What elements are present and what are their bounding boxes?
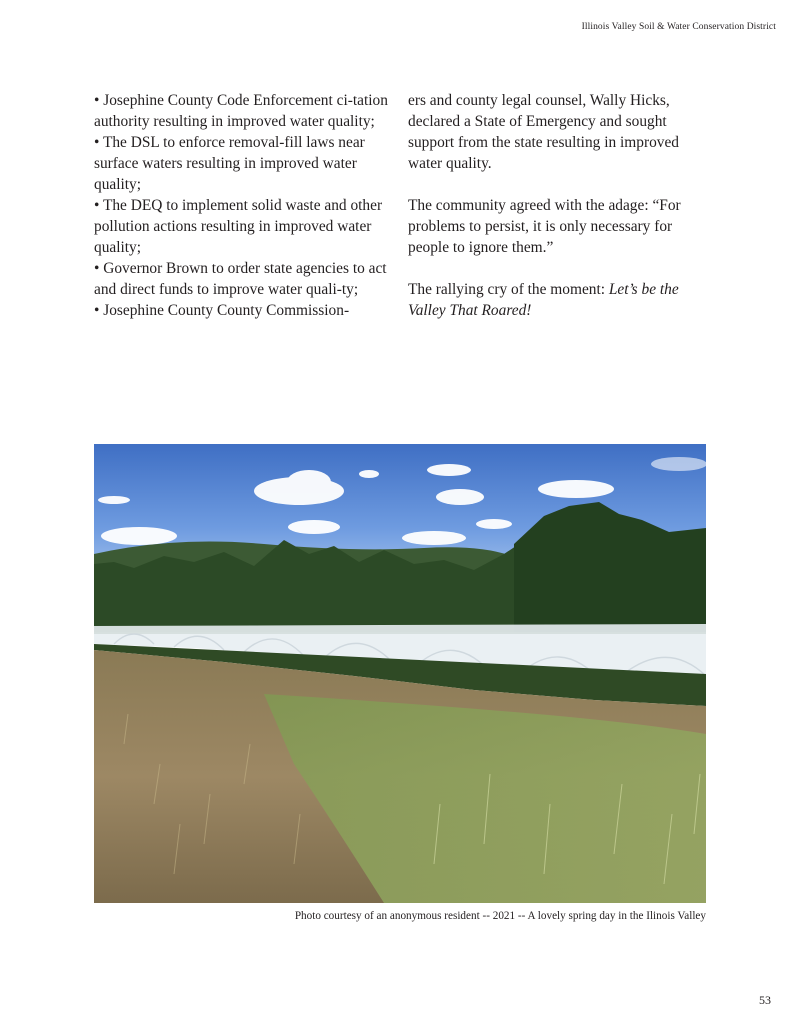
rallying-cry-lead: The rallying cry of the moment: [408,281,609,298]
bullet-item: • The DEQ to implement solid waste and other pollution actions resulting in improved water quality; [94,197,383,256]
rallying-cry-quote: Let’s be the Valley That Roared! [408,281,679,319]
photo-caption: Photo courtesy of an anonymous resident -- 2021 -- A lovely spring day in the Ilinois Valley [294,910,706,922]
bullet-item: • The DSL to enforce removal-fill laws near surface waters resulting in improved water quality; [94,134,365,193]
paragraph-adage: The community agreed with the adage: “For problems to persist, it is only necessary for people to ignore them.” [408,197,681,256]
left-column [94,90,394,321]
running-header: Illinois Valley Soil & Water Conservation District [581,22,776,32]
valley-photo [94,444,706,903]
bullet-item: • Josephine County Code Enforcement ci-tation authority resulting in improved water quality; [94,92,388,130]
paragraph-rallying-cry [408,279,708,321]
right-column [408,90,708,342]
bullet-item: • Josephine County County Commission- [94,302,350,319]
paragraph-continuation: ers and county legal counsel, Wally Hicks, declared a State of Emergency and sought support from the state resulting in improved water quality. [408,92,679,172]
bullet-item: • Governor Brown to order state agencies to act and direct funds to improve water quali-ty; [94,260,387,298]
page-number: 53 [759,993,771,1007]
